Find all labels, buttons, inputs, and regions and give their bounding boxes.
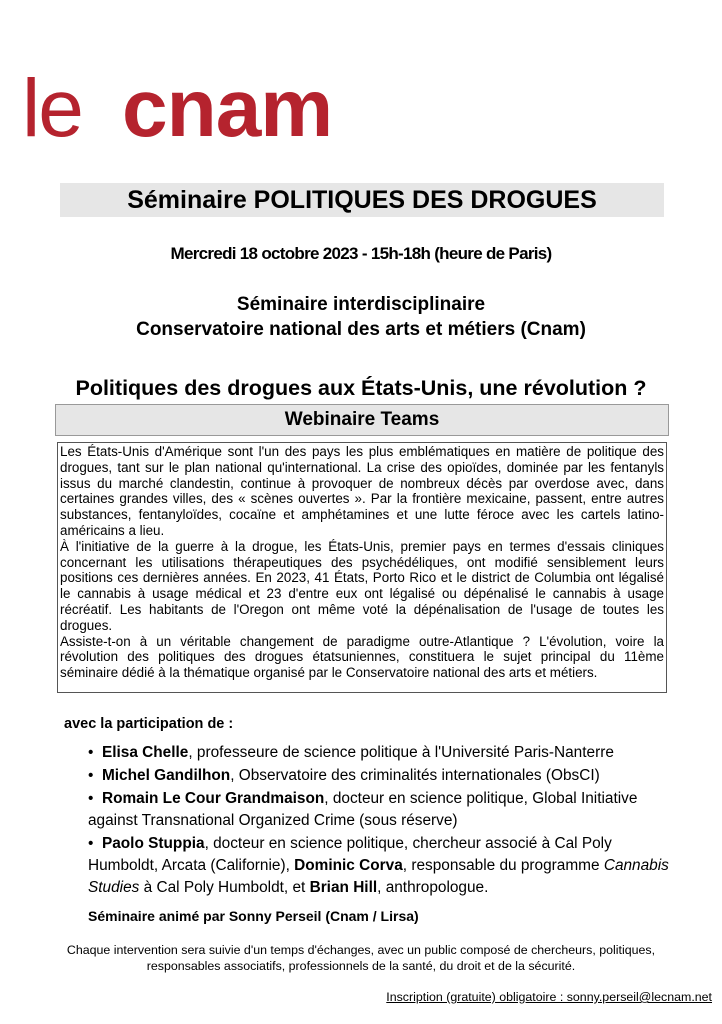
bullet-icon: • bbox=[88, 767, 102, 784]
note-line-2: responsables associatifs, professionnels de la santé, du droit et de la sécurité. bbox=[146, 959, 576, 973]
speaker-item bbox=[88, 833, 670, 899]
speaker-desc: , docteur en science politique, chercheur associé à Cal Poly Humboldt, Arcata (Californie), bbox=[88, 835, 612, 874]
speaker-name: Romain Le Cour Grandmaison bbox=[101, 790, 325, 807]
subtitle-line-1: Séminaire interdisciplinaire bbox=[236, 294, 486, 315]
speaker-desc: , docteur en science politique, Global Initiative against Transnational Organized Crime (sous réserve) bbox=[88, 790, 638, 829]
note-line-1: Chaque intervention sera suivie d'un temps d'échanges, avec un public composé de chercheurs, politiques, bbox=[66, 943, 656, 957]
seminar-title: Séminaire POLITIQUES DES DROGUES bbox=[60, 183, 664, 217]
talk-title: Politiques des drogues aux États-Unis, une révolution ? bbox=[75, 376, 647, 400]
speaker-name: Dominic Corva bbox=[294, 857, 403, 874]
cnam-logo bbox=[22, 63, 333, 154]
exchange-note bbox=[0, 942, 722, 974]
speaker-desc: à Cal Poly Humboldt, et bbox=[139, 879, 310, 896]
speaker-name: Paolo Stuppia bbox=[101, 835, 205, 852]
speaker-desc: , responsable du programme bbox=[402, 857, 604, 874]
speaker-name: Brian Hill bbox=[309, 879, 378, 896]
moderator-line: Séminaire animé par Sonny Perseil (Cnam / Lirsa) bbox=[88, 908, 419, 924]
speaker-name: Michel Gandilhon bbox=[101, 767, 231, 784]
bullet-icon: • bbox=[88, 790, 102, 807]
speaker-item bbox=[88, 742, 670, 764]
abstract-paragraph: À l'initiative de la guerre à la drogue, les États-Unis, premier pays en termes d'essais cliniques concernant les utilisations thérapeutiques des psychédéliques, ont modifié sensiblement leurs positions ces dernières années. En 2023, 41 États, Porto Rico et le district de Columbia ont légalisé le cannabis à usage médical et 23 d'entre eux ont légalisé ou dépénalisé le cannabis à usage récréatif. Les habitants de l'Oregon ont même voté la dépénalisation de l'usage de toutes les drogues. bbox=[60, 538, 664, 633]
event-date: Mercredi 18 octobre 2023 - 15h-18h (heure de Paris) bbox=[170, 244, 552, 263]
speaker-list bbox=[88, 742, 670, 900]
logo-text-light: le bbox=[22, 63, 82, 154]
format-label: Webinaire Teams bbox=[55, 404, 669, 436]
speaker-name: Elisa Chelle bbox=[101, 744, 189, 761]
abstract-box bbox=[57, 442, 667, 693]
speaker-item bbox=[88, 765, 670, 787]
speaker-desc: , Observatoire des criminalités internationales (ObsCI) bbox=[230, 767, 600, 784]
bullet-icon: • bbox=[88, 744, 102, 761]
subtitle-line-2: Conservatoire national des arts et métiers (Cnam) bbox=[136, 319, 586, 340]
speaker-desc: , professeure de science politique à l'Université Paris-Nanterre bbox=[188, 744, 614, 761]
speaker-item bbox=[88, 788, 670, 832]
abstract-paragraph: Assiste-t-on à un véritable changement de paradigme outre-Atlantique ? L'évolution, voire la révolution des politiques des drogues étatsuniennes, constituera le sujet principal du 11ème séminaire dédié à la thématique organisé par le Conservatoire national des arts et métiers. bbox=[60, 633, 664, 681]
program-name: Cannabis Studies bbox=[88, 857, 669, 896]
participation-heading: avec la participation de : bbox=[64, 716, 234, 732]
logo-text-bold: cnam bbox=[122, 63, 333, 154]
registration-link[interactable]: Inscription (gratuite) obligatoire : sonny.perseil@lecnam.net bbox=[386, 990, 712, 1004]
abstract-paragraph: Les États-Unis d'Amérique sont l'un des pays les plus emblématiques en matière de politique des drogues, tant sur le plan national qu'international. La crise des opioïdes, dominée par les fentanyls issus du marché clandestin, continue à provoquer de nombreux décès par overdose avec, dans certaines grandes villes, des « scènes ouvertes ». Par la frontière mexicaine, passent, entre autres substances, fentanyloïdes, cocaïne et amphétamines et une lutte féroce avec les cartels latino-américains a lieu. bbox=[60, 444, 664, 538]
speaker-desc: , anthropologue. bbox=[377, 879, 489, 896]
seminar-subtitle bbox=[0, 292, 722, 342]
bullet-icon: • bbox=[88, 835, 102, 852]
